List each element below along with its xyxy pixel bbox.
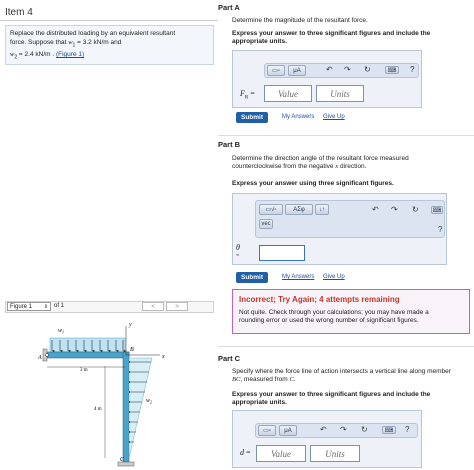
reset-icon[interactable]: ↻ xyxy=(364,65,371,74)
part-b-submit-button[interactable]: Submit xyxy=(236,272,268,283)
fig-C-label: C xyxy=(120,457,125,463)
reset-icon[interactable]: ↻ xyxy=(412,205,419,214)
part-b-instructions: Express your answer using three significant figures. xyxy=(232,180,394,187)
figure-link[interactable]: (Figure 1) xyxy=(55,51,85,59)
fig-w2-label: $w_2$ xyxy=(146,398,153,405)
figure-select[interactable]: Figure 1 ⇕ xyxy=(7,302,51,311)
problem-text-1: Replace the distributed loading by an equivalent resultant xyxy=(10,30,176,37)
template-icon[interactable]: ▭▫ xyxy=(258,425,276,436)
part-b-give-up[interactable]: Give Up xyxy=(323,274,345,280)
help-icon[interactable]: ? xyxy=(438,225,443,234)
part-a-give-up[interactable]: Give Up xyxy=(323,114,345,120)
help-icon[interactable]: ? xyxy=(405,425,410,434)
symbols-button[interactable]: AΣφ xyxy=(285,204,313,215)
fig-dim-4m: 4 m xyxy=(94,407,102,412)
part-a-submit-button[interactable]: Submit xyxy=(236,112,268,123)
part-b-my-answers[interactable]: My Answers xyxy=(282,274,315,280)
fig-A-label: A xyxy=(38,355,42,361)
keyboard-icon[interactable]: ⌨ xyxy=(385,66,399,74)
fig-B-label: B xyxy=(130,347,134,353)
template-icon[interactable]: ▭√▫ xyxy=(259,204,283,215)
feedback-message: Not quite. Check through your calculations; you may have made a rounding error or used the wrong number of significant figures. xyxy=(239,309,429,324)
part-c-value-input[interactable]: Value xyxy=(256,445,306,462)
figure-prev-button[interactable]: < xyxy=(142,302,164,311)
template-icon[interactable]: ▭▫ xyxy=(267,65,285,76)
feedback-box xyxy=(232,289,470,334)
part-c-label: d = xyxy=(240,448,251,457)
figure-diagram xyxy=(30,318,190,470)
fig-dim-3m: 3 m xyxy=(80,368,88,373)
arrows-button[interactable]: ↓↑ xyxy=(315,204,329,215)
part-a-my-answers[interactable]: My Answers xyxy=(282,114,315,120)
fig-w1-label: $w_1$ xyxy=(58,328,65,335)
keyboard-icon[interactable]: ⌨ xyxy=(432,207,442,214)
problem-box xyxy=(5,25,214,65)
fig-x-label: x xyxy=(162,354,165,360)
part-c-instructions: Express your answer to three significant figures and include the appropriate units. xyxy=(232,391,431,406)
part-b-question: Determine the direction angle of the resultant force measured counterclockwise from the negative x direction. xyxy=(232,155,409,170)
feedback-title: Incorrect; Try Again; 4 attempts remaining xyxy=(239,295,400,304)
figure-next-button[interactable]: > xyxy=(166,302,188,311)
figure-count: of 1 xyxy=(54,303,65,309)
help-icon[interactable]: ? xyxy=(410,65,415,74)
fig-y-label: y xyxy=(129,322,132,328)
part-b-title: Part B xyxy=(218,140,241,149)
part-a-question: Determine the magnitude of the resultant force. xyxy=(232,17,368,24)
part-b-divider xyxy=(218,346,474,347)
undo-icon[interactable]: ↶ xyxy=(372,205,379,214)
redo-icon[interactable]: ↷ xyxy=(340,425,347,434)
part-b-label: θ = xyxy=(236,243,240,259)
keyboard-icon[interactable]: ⌨ xyxy=(382,426,396,434)
units-button[interactable]: μA xyxy=(288,65,306,76)
item-title: Item 4 xyxy=(5,7,33,18)
part-a-units-input[interactable]: Units xyxy=(316,85,364,102)
select-arrows-icon: ⇕ xyxy=(43,304,48,310)
units-button[interactable]: μA xyxy=(279,425,297,436)
part-c-question: Specify where the force line of action intersects a vertical line along member BC, measured from C. xyxy=(232,368,451,383)
redo-icon[interactable]: ↷ xyxy=(344,65,351,74)
reset-icon[interactable]: ↻ xyxy=(361,425,368,434)
vector-button[interactable]: vec xyxy=(259,219,273,229)
part-a-instructions: Express your answer to three significant figures and include the appropriate units. xyxy=(232,30,431,45)
part-c-title: Part C xyxy=(218,354,241,363)
undo-icon[interactable]: ↶ xyxy=(326,65,333,74)
part-a-label: $F_R$ = xyxy=(240,89,255,101)
part-a-divider xyxy=(218,135,474,136)
part-c-units-input[interactable]: Units xyxy=(310,445,360,462)
part-b-answer-input[interactable] xyxy=(259,245,305,261)
problem-text-3: $w_2 = 2.4$ kN/m . (Figure 1) xyxy=(10,51,85,61)
problem-text-2: force. Suppose that $w_1 = 3.2$ kN/m and xyxy=(10,39,122,49)
part-a-title: Part A xyxy=(218,3,240,12)
undo-icon[interactable]: ↶ xyxy=(320,425,327,434)
left-divider xyxy=(0,20,218,21)
redo-icon[interactable]: ↷ xyxy=(391,205,398,214)
part-a-value-input[interactable]: Value xyxy=(264,85,312,102)
